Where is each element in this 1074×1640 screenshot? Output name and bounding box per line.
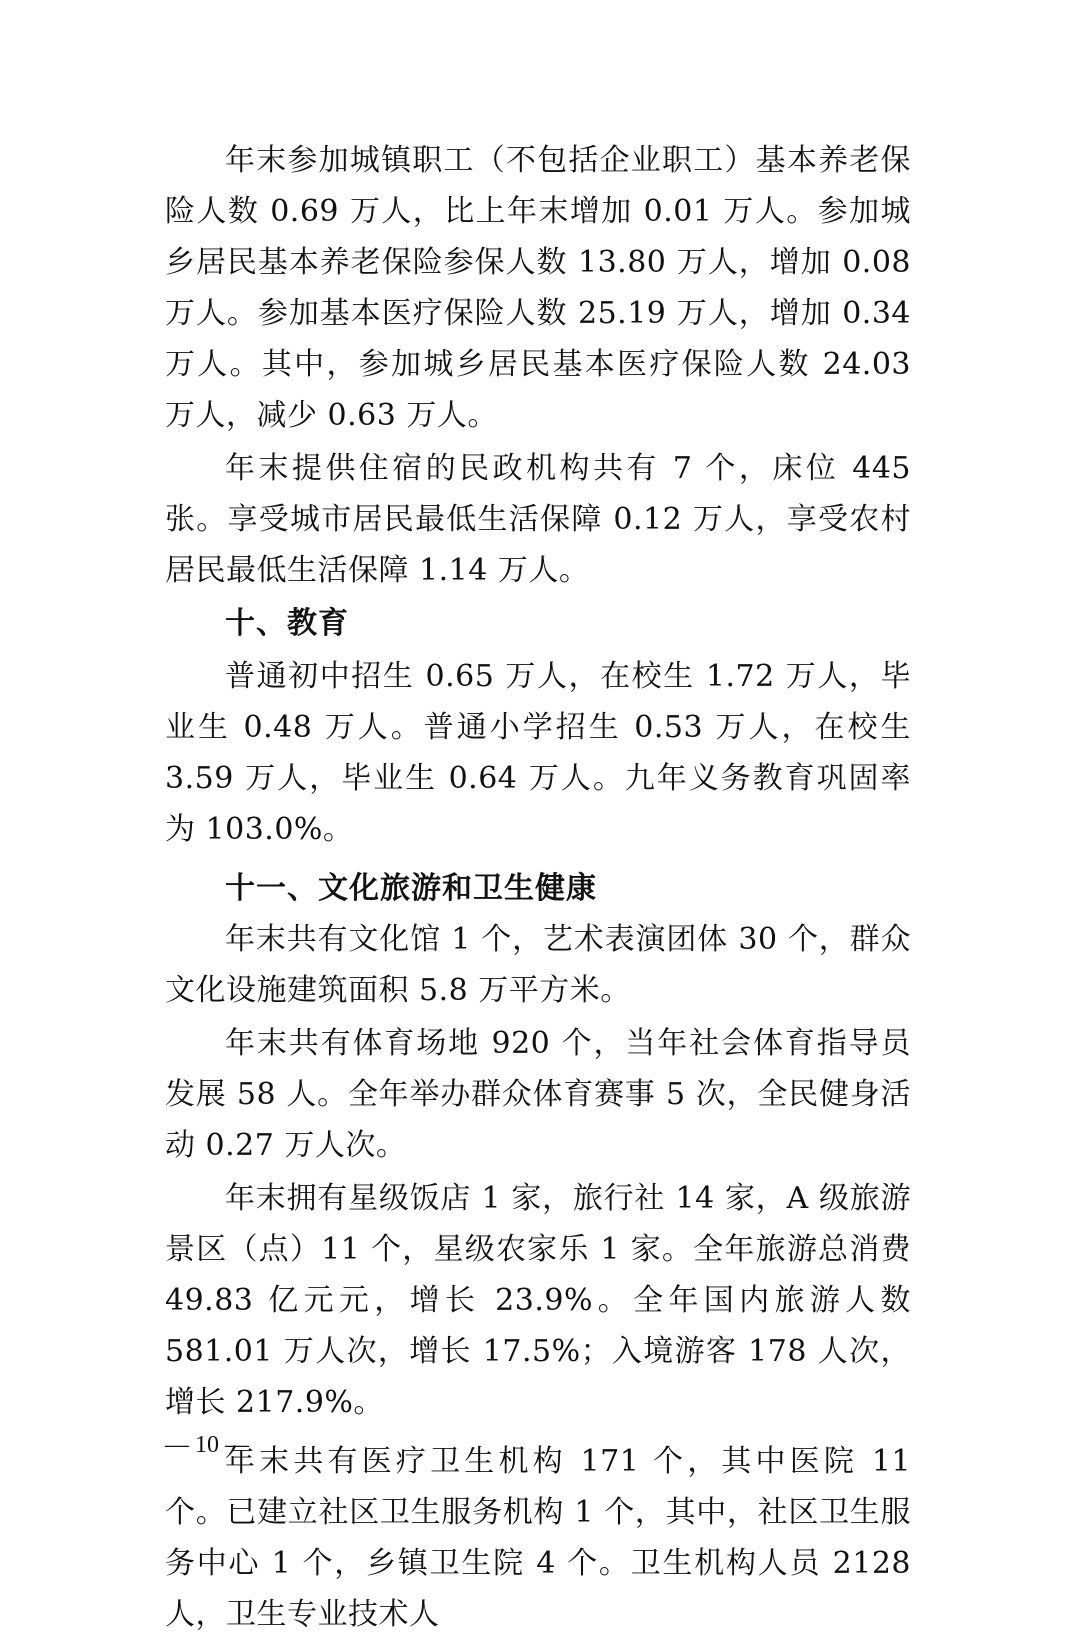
paragraph-social-insurance: 年末参加城镇职工（不包括企业职工）基本养老保险人数 0.69 万人，比上年末增加 0.01 万人。参加城乡居民基本养老保险参保人数 13.80 万人，增加 0.08 万人。参加基本医疗保险人数 25.19 万人，增加 0.34 万人。其中，参加城乡居民基本医疗保险人数 24.03 万人，减少 0.63 万人。 [165,143,911,433]
paragraph-sports: 年末共有体育场地 920 个，当年社会体育指导员发展 58 人。全年举办群众体育赛事 5 次，全民健身活动 0.27 万人次。 [165,1026,911,1163]
section-heading-culture-tourism-health: 十一、文化旅游和卫生健康 [225,871,597,906]
paragraph-education: 普通初中招生 0.65 万人，在校生 1.72 万人，毕业生 0.48 万人。普通小学招生 0.53 万人，在校生 3.59 万人，毕业生 0.64 万人。九年义务教育巩固率为 103.0%。 [165,659,911,847]
document-body [165,135,911,1640]
paragraph-health: 年末共有医疗卫生机构 171 个，其中医院 11 个。已建立社区卫生服务机构 1 个，其中，社区卫生服务中心 1 个，乡镇卫生院 4 个。卫生机构人员 2128 人，卫生专业技术人 [165,1444,911,1632]
page-number: — 10 — [165,1432,249,1458]
paragraph-tourism: 年末拥有星级饭店 1 家，旅行社 14 家，A 级旅游景区（点）11 个，星级农家乐 1 家。全年旅游总消费 49.83 亿元元，增长 23.9%。全年国内旅游人数 581.01 万人次，增长 17.5%；入境游客 178 人次，增长 217.9%。 [165,1181,911,1420]
paragraph-civil-affairs: 年末提供住宿的民政机构共有 7 个，床位 445 张。享受城市居民最低生活保障 0.12 万人，享受农村居民最低生活保障 1.14 万人。 [165,451,911,588]
paragraph-culture: 年末共有文化馆 1 个，艺术表演团体 30 个，群众文化设施建筑面积 5.8 万平方米。 [165,922,911,1008]
section-heading-education: 十、教育 [225,606,349,641]
